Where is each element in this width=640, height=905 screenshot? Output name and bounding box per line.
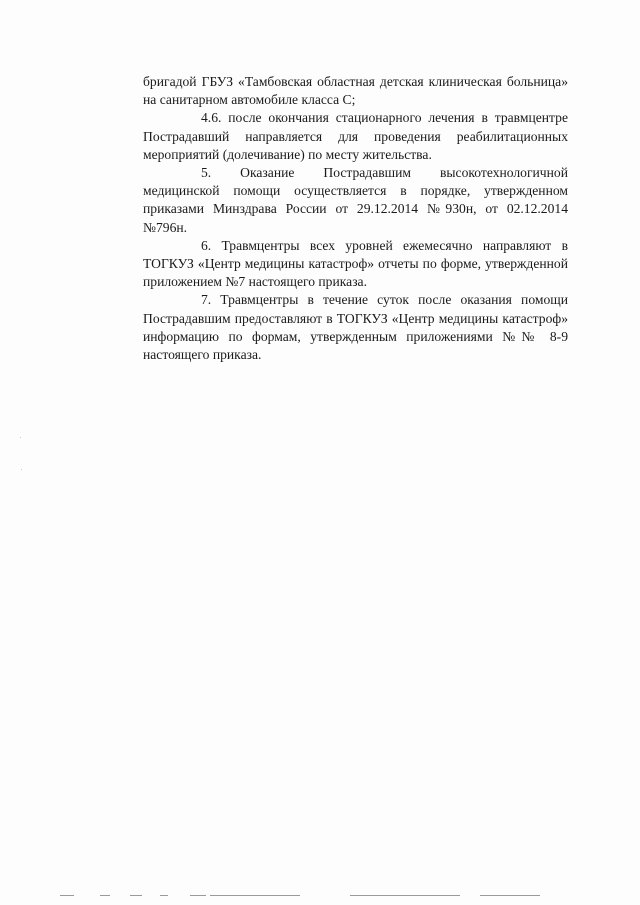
document-body [143, 73, 568, 364]
scan-speck [20, 437, 21, 438]
paragraph-5: 5. Оказание Пострадавшим высокотехнологичной медицинской помощи осуществляется в порядке, утвержденном приказами Минздрава России от 29.12.2014 №930н, от 02.12.2014 №796н. [143, 165, 568, 235]
paragraph-6: 6. Травмцентры всех уровней ежемесячно направляют в ТОГКУЗ «Центр медицины катастроф» отчеты по форме, утвержденной приложением №7 настоящего приказа. [143, 237, 568, 290]
paragraph-7: 7. Травмцентры в течение суток после оказания помощи Пострадавшим предоставляют в ТОГКУЗ «Центр медицины катастроф» информацию по формам, утвержденным приложениями №№ 8-9 настоящего приказа. [143, 292, 568, 363]
paragraph-continuation: бригадой ГБУЗ «Тамбовская областная детская клиническая больница» на санитарном автомобиле класса С; [143, 74, 568, 108]
paragraph-4-6: 4.6. после окончания стационарного лечения в травмцентре Пострадавший направляется для проведения реабилитационных мероприятий (долечивание) по месту жительства. [143, 110, 568, 162]
scan-speck [21, 469, 22, 470]
scan-footer-artifact [60, 891, 560, 899]
